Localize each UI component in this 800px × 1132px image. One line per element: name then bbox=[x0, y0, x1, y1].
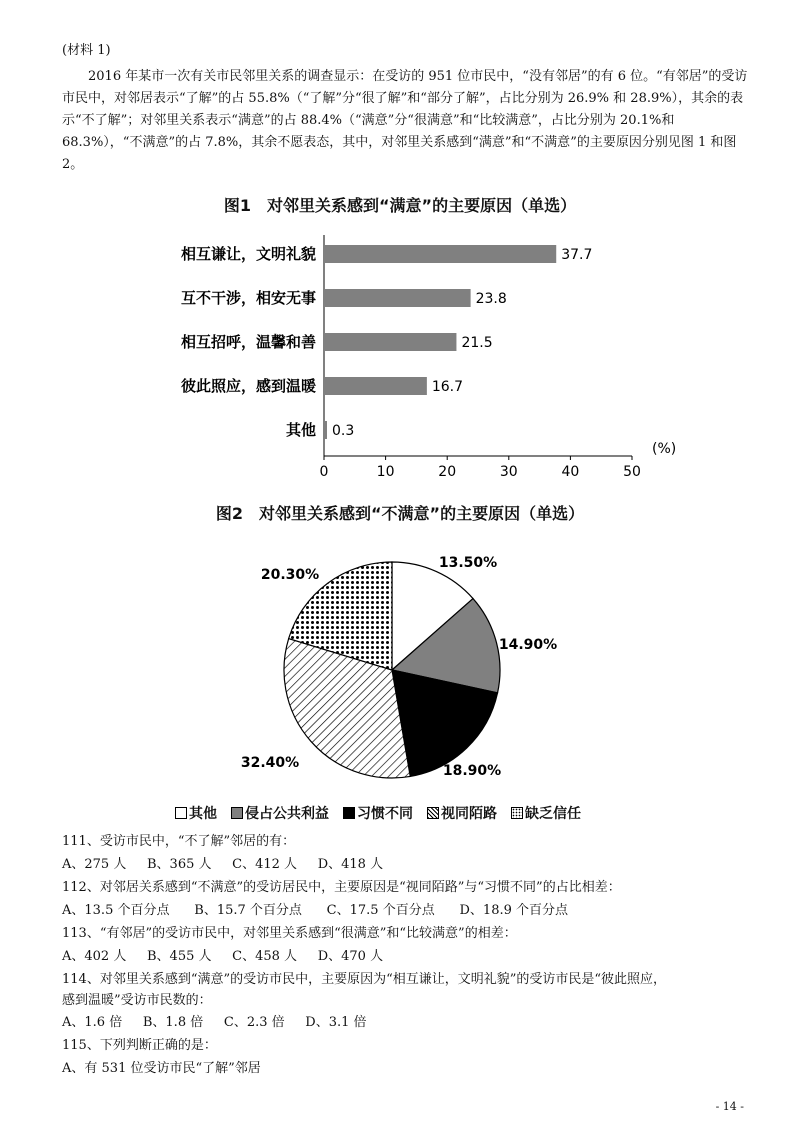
material-label: (材料 1) bbox=[62, 43, 111, 58]
category-label: 彼此照应，感到温暖 bbox=[180, 377, 316, 395]
page-number: - 14 - bbox=[715, 1100, 744, 1113]
figure2-title: 图2 对邻里关系感到“不满意”的主要原因（单选） bbox=[215, 504, 585, 523]
bar-chart bbox=[0, 230, 800, 490]
question-stem: 111、受访市民中，“不了解”邻居的有： bbox=[62, 834, 296, 849]
legend-swatch bbox=[511, 807, 523, 819]
question-stem: 113、“有邻居”的受访市民中，对邻里关系感到“很满意”和“比较满意”的相差： bbox=[62, 926, 517, 941]
value-label: 16.7 bbox=[431, 379, 464, 395]
category-label: 相互招呼，温馨和善 bbox=[180, 333, 316, 351]
legend-label: 视同陌路 bbox=[441, 806, 497, 822]
question-options: A、1.6 倍 B、1.8 倍 C、2.3 倍 D、3.1 倍 bbox=[62, 1015, 367, 1030]
legend-label: 缺乏信任 bbox=[525, 806, 581, 822]
x-tick-label: 0 bbox=[319, 464, 329, 480]
category-label: 互不干涉，相安无事 bbox=[180, 289, 316, 307]
question-stem: 112、对邻居关系感到“不满意”的受访居民中，主要原因是“视同陌路”与“习惯不同”的占比相差： bbox=[62, 880, 621, 895]
bar bbox=[324, 289, 471, 307]
slice-label: 14.90% bbox=[498, 637, 558, 653]
bar bbox=[324, 245, 556, 263]
question-options: A、275 人 B、365 人 C、412 人 D、418 人 bbox=[62, 857, 384, 872]
bar bbox=[324, 377, 427, 395]
legend-item bbox=[511, 803, 581, 823]
slice-label: 13.50% bbox=[438, 555, 498, 571]
figure1-title: 图1 对邻里关系感到“满意”的主要原因（单选） bbox=[223, 196, 577, 215]
legend-label: 其他 bbox=[189, 806, 217, 822]
legend-swatch bbox=[175, 807, 187, 819]
bar bbox=[324, 333, 456, 351]
legend-swatch bbox=[427, 807, 439, 819]
x-tick-label: 20 bbox=[438, 464, 457, 480]
bar bbox=[324, 421, 327, 439]
question-stem: 115、下列判断正确的是： bbox=[62, 1038, 217, 1053]
category-label: 相互谦让，文明礼貌 bbox=[180, 245, 316, 263]
pie-chart bbox=[0, 545, 800, 795]
legend-item bbox=[175, 803, 217, 823]
value-label: 0.3 bbox=[332, 423, 355, 439]
legend-item bbox=[343, 803, 413, 823]
slice-label: 18.90% bbox=[442, 763, 502, 779]
question-stem-continued: 感到温暖”受访市民数的： bbox=[62, 993, 212, 1008]
unit-label: (%) bbox=[652, 441, 677, 457]
category-label: 其他 bbox=[285, 421, 316, 439]
x-tick-label: 40 bbox=[561, 464, 580, 480]
legend-label: 习惯不同 bbox=[357, 806, 413, 822]
question-options: A、402 人 B、455 人 C、458 人 D、470 人 bbox=[62, 949, 384, 964]
legend-swatch bbox=[343, 807, 355, 819]
pie-legend bbox=[175, 803, 581, 823]
question-options: A、13.5 个百分点 B、15.7 个百分点 C、17.5 个百分点 D、18.9 个百分点 bbox=[62, 903, 569, 918]
value-label: 23.8 bbox=[475, 291, 507, 307]
legend-item bbox=[427, 803, 497, 823]
legend-label: 侵占公共利益 bbox=[245, 806, 329, 822]
x-tick-label: 10 bbox=[376, 464, 395, 480]
slice-label: 20.30% bbox=[260, 567, 320, 583]
question-options: A、有 531 位受访市民“了解”邻居 bbox=[62, 1061, 261, 1076]
value-label: 21.5 bbox=[461, 335, 493, 351]
legend-item bbox=[231, 803, 329, 823]
slice-label: 32.40% bbox=[240, 755, 300, 771]
intro-paragraph: 2016 年某市一次有关市民邻里关系的调查显示：在受访的 951 位市民中，“没有邻居”的有 6 位。“有邻居”的受访市民中，对邻居表示“了解”的占 55.8%（“了解”分“很了解”和“部分了解”，占比分别为 26.9% 和 28.9%），其余的表示“不了解”；对邻里关系表示“满意”的占 88.4%（“满意”分“很满意”和“比较满意”，占比分别为 20.1%和 68.3%），“不满意”的占 7.8%，其余不愿表态，其中，对邻里关系感到“满意”和“不满意”的主要原因分别见图 1 和图 2。 bbox=[62, 69, 748, 172]
x-tick-label: 30 bbox=[499, 464, 518, 480]
question-stem: 114、对邻里关系感到“满意”的受访市民中，主要原因为“相互谦让，文明礼貌”的受访市民是“彼此照应， bbox=[62, 972, 667, 987]
legend-swatch bbox=[231, 807, 243, 819]
x-tick-label: 50 bbox=[623, 464, 641, 480]
value-label: 37.7 bbox=[561, 247, 593, 263]
